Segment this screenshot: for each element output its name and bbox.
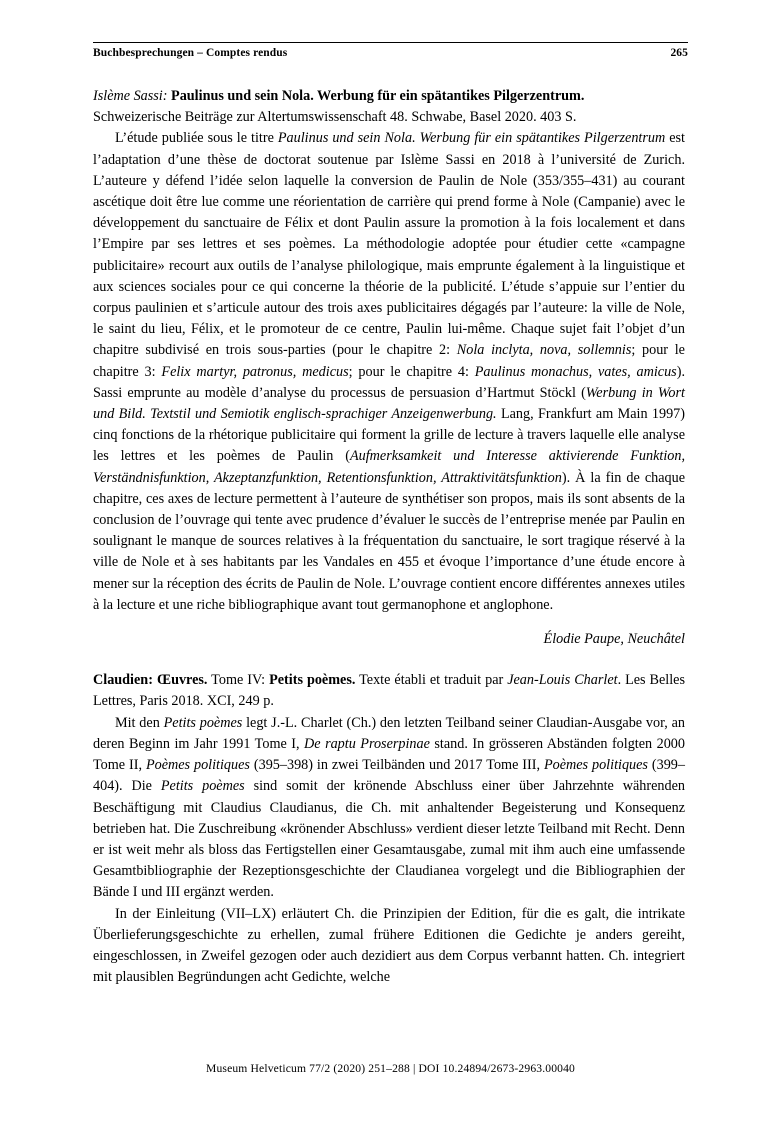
review-1-author: Islème Sassi: <box>93 88 168 104</box>
review-2-paragraph-2: In der Einleitung (VII–LX) erläutert Ch. die Prinzipien der Edition, für die es galt, die intrikate Überlieferungsgeschichte zu erhellen, zumal frühere Editionen die Gedichte je anders gereiht, eingeschlossen, in Zweifel gezogen oder auch dezidiert aus dem Corpus verbannt hatten. Ch. integriert mit plausiblen Begründungen acht Gedichte, welche <box>93 905 685 986</box>
review-1-body: L’étude publiée sous le titre Paulinus und sein Nola. Werbung für ein spätantikes Pilgerzentrum est l’adaptation d’une thèse de doctorat soutenue par Islème Sassi en 2018 à l’université de Zurich. L’auteure y défend l’idée selon laquelle la conversion de Paulin de Nole (353/355–431) au courant ascétique doit être lue comme une réorientation de carrière qui prend forme à Nole (Campanie) avec le développement du sanctuaire de Félix et dont Paulin assure la promotion à la fois localement et dans l’Empire par ses lettres et ses poèmes. La méthodologie adoptée pour étudier cette «campagne publicitaire» recourt aux outils de l’analyse philologique, mais emprunte également à la linguistique et aux sciences sociales pour ce qui concerne la théorie de la publicité. L’étude s’appuie sur l’entier du corpus paulinien et s’articule autour des trois axes publicitaires dégagés par l’auteure: la ville de Nole, le saint du lieu, Félix, et le promoteur de ce centre, Paulin lui-même. Chaque sujet fait l’objet d’un chapitre subdivisé en trois sous-parties (pour le chapitre 2: Nola inclyta, nova, sollemnis; pour le chapitre 3: Felix martyr, patronus, medicus; pour le chapitre 4: Paulinus monachus, vates, amicus). Sassi emprunte au modèle d’analyse du processus de persuasion d’Hartmut Stöckl (Werbung in Wort und Bild. Textstil und Semiotik englisch-sprachiger Anzeigenwerbung. Lang, Frankfurt am Main 1997) cinq fonctions de la rhétorique publicitaire qui forment la grille de lecture à travers laquelle elle analyse les lettres et les poèmes de Paulin (Aufmerksamkeit und Interesse aktivierende Funktion, Verständnisfunktion, Akzeptanzfunktion, Retentionsfunktion, Attraktivitätsfunktion). À la fin de chaque chapitre, ces axes de lecture permettent à l’auteure de synthétiser son propos, mais ils sont absents de la conclusion de l’ouvrage qui tente avec prudence d’évaluer le succès de l’entreprise menée par Paulin en soulignant le manque de sources relatives à la fréquentation du sanctuaire, le sort tragique réservé à la ville de Nole et à ses habitants par les Vandales en 455 et évoque l’importance d’une étude encore à mener sur la réception des écrits de Paulin de Nole. L’ouvrage contient encore différentes annexes utiles à la lecture et une riche bibliographique avant tout germanophone et anglophone. <box>93 130 685 613</box>
header-row <box>93 47 688 59</box>
review-1-series: Schweizerische Beiträge zur Altertumswissenschaft 48. Schwabe, Basel 2020. 403 S. <box>93 109 577 126</box>
page-content <box>93 86 685 988</box>
review-1-title: Paulinus und sein Nola. Werbung für ein spätantikes Pilgerzentrum. <box>171 88 585 104</box>
header-rule <box>93 42 688 43</box>
page-header <box>93 42 688 59</box>
review-2-author: Claudien: Œuvres. <box>93 672 208 689</box>
running-title: Buchbesprechungen – Comptes rendus <box>93 47 288 59</box>
review-2-paragraph-1: Mit den Petits poèmes legt J.-L. Charlet (Ch.) den letzten Teilband seiner Claudian-Ausgabe vor, an deren Beginn im Jahr 1991 Tome I, De raptu Proserpinae stand. In grösseren Abständen folgten 2000 Tome II, Poèmes politiques (395–398) in zwei Teilbänden und 2017 Tome III, Poèmes politiques (399–404). Die Petits poèmes sind somit der krönende Abschluss einer über Jahrzehnte währenden Beschäftigung mit Claudius Claudianus, die Ch. mit anhaltender Begeisterung und Konsequenz betrieben hat. Die Zuschreibung «krönender Abschluss» verdient dieser letzte Teilband mit Recht. Denn er ist weit mehr als bloss das Fertigstellen einer Gesamtausgabe, zumal mit ihm auch eine umfassende Gesamtbibliographie der Rezeptionsgeschichte der Claudianea vorgelegt und die Bibliographien der Bände I und III ergänzt werden. <box>93 714 686 901</box>
review-2-heading: Claudien: Œuvres. Tome IV: Petits poèmes. Texte établi et traduit par Jean-Louis Charlet. Les Belles Lettres, Paris 2018. XCI, 249 p. <box>93 672 685 710</box>
review-1-heading <box>93 86 685 128</box>
page-number: 265 <box>670 47 688 59</box>
page-footer: Museum Helveticum 77/2 (2020) 251–288 | DOI 10.24894/2673-2963.00040 <box>206 1062 575 1075</box>
section-gap <box>93 650 685 670</box>
review-1-signature: Élodie Paupe, Neuchâtel <box>543 631 685 648</box>
